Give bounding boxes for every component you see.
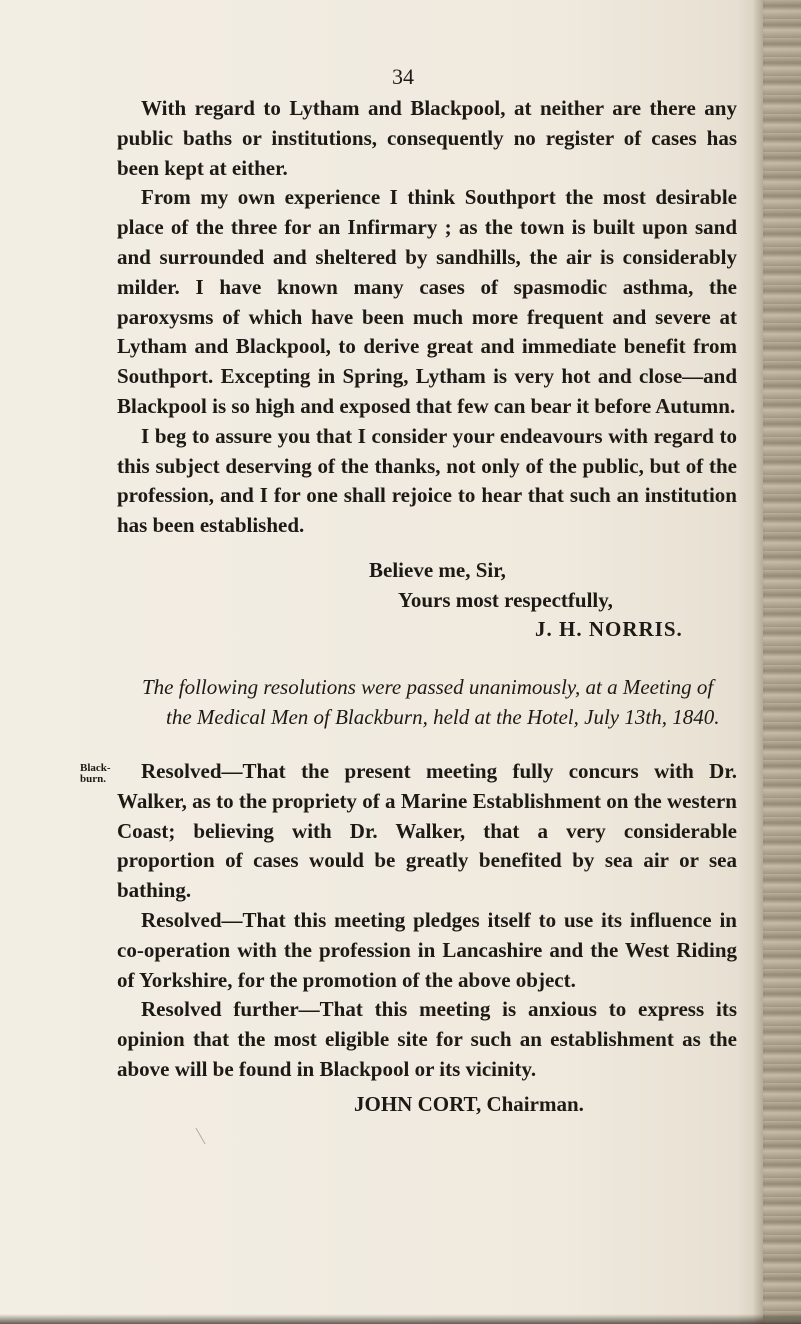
margin-note-line: Black-: [80, 762, 111, 774]
letter-paragraph: I beg to assure you that I consider your endeavours with regard to this subject deserving of the thanks, not only of the public, but of the profession, and I for one shall rejoice to hear that such an institution has been established.: [117, 423, 737, 538]
letter-closing-line: Yours most respectfully,: [398, 588, 613, 612]
letter-paragraph: From my own experience I think Southport the most desirable place of the three for an Infirmary ; as the town is built upon sand and surrounded and sheltered by sandhills, the air is considerably milder. I have known many cases of spasmodic asthma, the paroxysms of which have been much more frequent and severe at Lytham and Blackpool, to derive great and immediate benefit from Southport. Excepting in Spring, Lytham is very hot and close—and Blackpool is so high and exposed that few can bear it before Autumn.: [117, 185, 737, 418]
resolution: Resolved further—That this meeting is anxious to express its opinion that the most eligible site for such an establishment as the above will be found in Blackpool or its vicinity.: [117, 997, 737, 1081]
letter-signature: J. H. NORRIS.: [535, 617, 683, 641]
page-number: 34: [392, 64, 414, 89]
letter-body: [117, 94, 737, 541]
letter-paragraph: With regard to Lytham and Blackpool, at neither are there any public baths or institutions, consequently no register of cases has been kept at either.: [117, 96, 737, 180]
resolutions: [117, 757, 737, 1085]
pencil-mark: [195, 1128, 217, 1144]
meeting-intro: The following resolutions were passed unanimously, at a Meeting of the Medical Men of Blackburn, held at the Hotel, July 13th, 1840.: [142, 675, 720, 729]
resolution: Resolved—That this meeting pledges itself to use its influence in co-operation with the profession in Lancashire and the West Riding of Yorkshire, for the promotion of the above object.: [117, 907, 737, 992]
chairman-signature: JOHN CORT, Chairman.: [354, 1092, 584, 1116]
margin-note: [80, 763, 120, 785]
resolution: Resolved—That the present meeting fully concurs with Dr. Walker, as to the propriety of a Marine Establishment on the western Coast; believing with Dr. Walker, that a very considerable proportion of cases would be greatly benefited by sea air or sea bathing.: [117, 759, 737, 903]
letter-closing-line: Believe me, Sir,: [369, 558, 506, 582]
margin-note-line: burn.: [80, 773, 106, 785]
page-bottom-shadow: [0, 1314, 801, 1324]
page-stack-edge: [763, 0, 801, 1324]
